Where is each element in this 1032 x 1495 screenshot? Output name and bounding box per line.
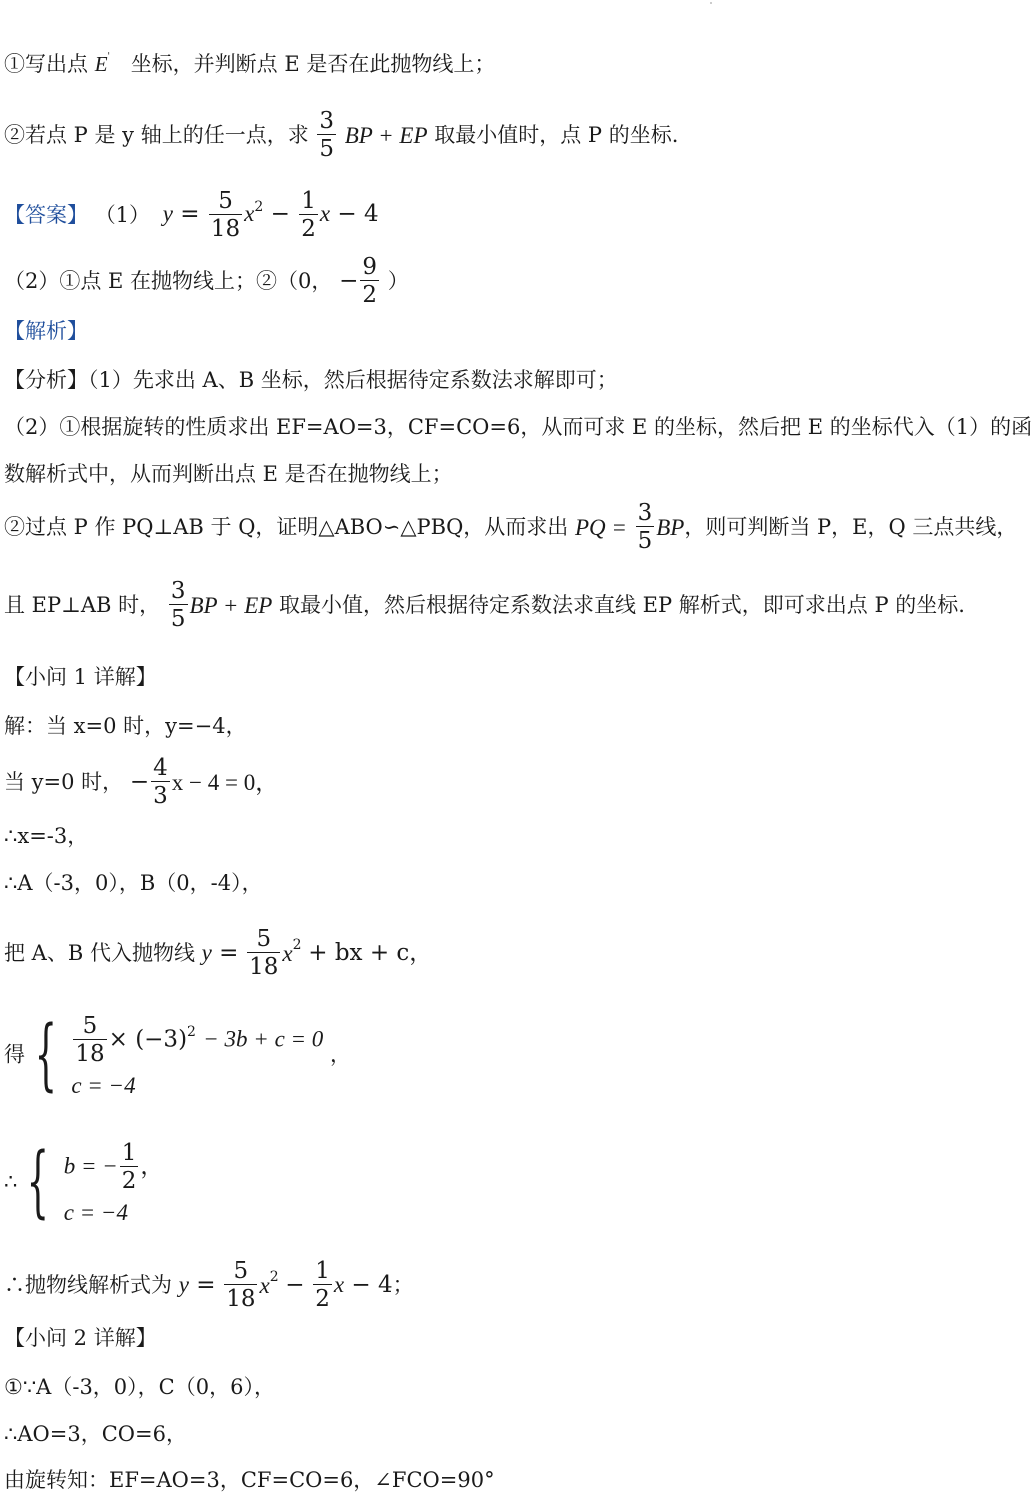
subquestion-1-heading: 【小问 1 详解】 [4, 665, 157, 689]
analysis-line-3: 数解析式中，从而判断出点 E 是否在抛物线上； [4, 462, 453, 486]
solution-line-4: ∴A（-3，0），B（0，-4）， [4, 871, 263, 895]
left-brace: { [34, 1009, 57, 1100]
solution-line-10: ∴AO=3，CO=6， [4, 1422, 187, 1446]
subquestion-2-heading: 【小问 2 详解】 [4, 1326, 157, 1350]
solution-line-8: ∴抛物线解析式为 y = $\frac{5}{18}$ $x^2$ − $\frac{1}{2}$ x − 4； [4, 1258, 414, 1313]
solution-line-9: ①∵A（-3，0），C（0，6）， [4, 1375, 275, 1399]
solution-line-2: 当 y=0 时， − $\frac{4}{3}$ x − 4 = 0， [4, 755, 279, 810]
left-brace: { [27, 1136, 50, 1227]
solution-line-1: 解：当 x=0 时，y=−4， [4, 714, 247, 738]
analysis-line-4: ②过点 P 作 PQ⊥AB 于 Q，证明△ABO∽△PBQ，从而求出 PQ = $\frac{3}{5}$ BP，则可判断当 P，E，Q 三点共线， [4, 500, 1018, 555]
answer-line-2: （2）①点 E 在抛物线上；②（0， − $\frac{9}{2}$ ） [4, 254, 409, 309]
fraction: $\frac{3}{5}$ [319, 108, 335, 163]
analysis-line-2: （2）①根据旋转的性质求出 EF=AO=3，CF=CO=6，从而可求 E 的坐标，然后把 E 的坐标代入（1）的函 [4, 415, 1032, 439]
question-part-1: ①写出点 E' 坐标，并判断点 E 是否在此抛物线上； [4, 52, 496, 76]
solution-line-3: ∴x=-3， [4, 824, 89, 848]
solution-line-11: 由旋转知：EF=AO=3，CF=CO=6，∠FCO=90° [4, 1468, 495, 1492]
equation-system-2: ∴ { b = − $\frac{1}{2}$ ， c = −4 [4, 1136, 164, 1227]
answer-line-1: 【答案】 （1） y = $\frac{5}{18}$ $x^2$ − $\frac{1}{2}$ x − 4 [4, 188, 379, 243]
fraction: $\frac{9}{2}$ [362, 254, 378, 309]
equation-system-1: 得 { $\frac{5}{18}$ × $(-3)^2 - 3b + c = 0$ c = −4 ， [4, 1009, 351, 1100]
answer-formula: y = $\frac{5}{18}$ $x^2$ − $\frac{1}{2}$ x − 4 [162, 188, 379, 243]
solution-line-5: 把 A、B 代入抛物线 y = $\frac{5}{18}$ $x^2$ + bx + c， [4, 926, 433, 981]
analysis-heading: 【解析】 [4, 319, 88, 343]
scan-speck [710, 2, 712, 4]
analysis-line-1: 【分析】（1）先求出 A、B 坐标，然后根据待定系数法求解即可； [4, 368, 618, 392]
analysis-line-5: 且 EP⊥AB 时， $\frac{3}{5}$ BP + EP 取最小值，然后根据待定系数法求直线 EP 解析式，即可求出点 P 的坐标. [4, 578, 965, 633]
question-part-2: ②若点 P 是 y 轴上的任一点，求 $\frac{3}{5}$ BP + EP 取最小值时，点 P 的坐标. [4, 108, 679, 163]
